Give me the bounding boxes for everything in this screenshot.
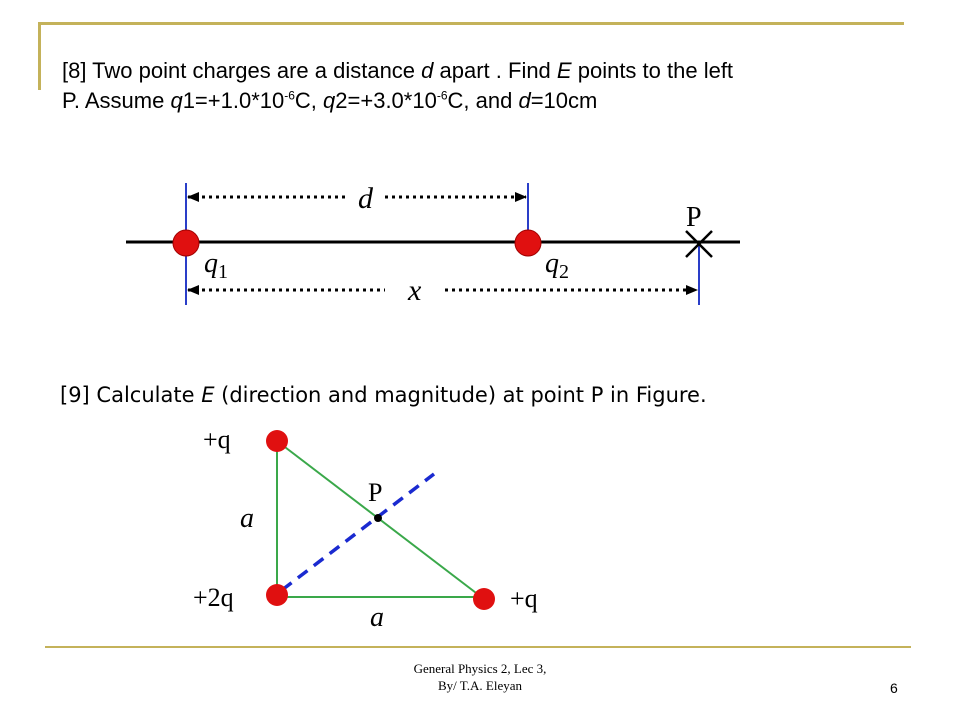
footer: [380, 660, 580, 694]
charge-top: [266, 430, 288, 452]
exponent: -6: [284, 88, 295, 103]
point-p-dot: [374, 514, 382, 522]
unit: C, and: [447, 88, 519, 113]
problem-8-text-part: Two point charges are a distance: [86, 58, 422, 83]
var-d: d: [518, 88, 531, 113]
page-number: 6: [890, 680, 898, 696]
q2-subscript: 2: [559, 261, 569, 283]
problem-8-text-part: apart . Find: [433, 58, 557, 83]
right-charge-label: +q: [510, 584, 538, 613]
q2-value: 2=+3.0*10: [335, 88, 437, 113]
problem-8-text-part: P. Assume: [62, 88, 171, 113]
x-label: x: [408, 274, 422, 307]
footer-author: By/ T.A. Eleyan: [437, 678, 522, 693]
problem-8-number: [8]: [62, 58, 87, 83]
charge-right: [473, 588, 495, 610]
problem-8-text-part: points to the left: [571, 58, 734, 83]
point-p-label: P: [368, 478, 383, 507]
problem-9-text-part: [9] Calculate: [60, 383, 202, 407]
var-E: E: [201, 383, 215, 407]
dashed-bisector: [282, 474, 434, 590]
var-q1: q: [170, 88, 183, 113]
slide-frame-bottom: [45, 646, 911, 648]
problem-9-text-part: (direction and magnitude) at point P in Figure.: [214, 383, 707, 407]
exponent: -6: [436, 88, 448, 103]
q2-symbol: q: [545, 248, 559, 279]
d-value: =10cm: [530, 88, 598, 113]
bottom-side-label: a: [370, 602, 384, 633]
q1-subscript: 1: [218, 261, 228, 283]
q1-value: 1=+1.0*10: [182, 88, 285, 113]
footer-course: General Physics 2, Lec 3,: [413, 661, 547, 676]
var-q2: q: [323, 88, 336, 113]
charge-corner: [266, 584, 288, 606]
d-label: d: [358, 182, 373, 215]
point-p-label: P: [686, 202, 702, 233]
var-E: E: [556, 58, 572, 83]
left-side-label: a: [240, 503, 254, 534]
top-charge-label: +q: [203, 425, 231, 454]
corner-charge-label: +2q: [193, 583, 234, 612]
q1-symbol: q: [204, 248, 218, 279]
var-d: d: [421, 58, 434, 83]
unit: C,: [294, 88, 324, 113]
